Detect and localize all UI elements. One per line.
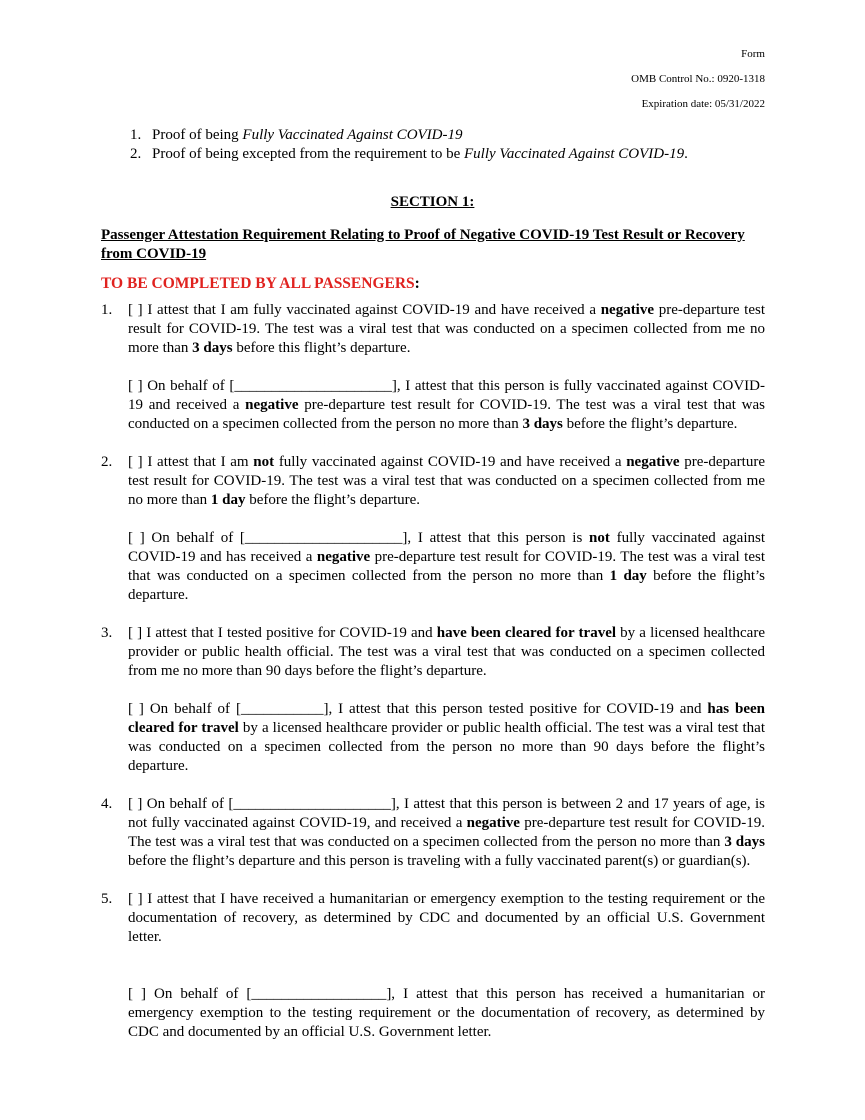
attestation-list	[101, 301, 765, 1061]
proof-option-2: 2. Proof of being excepted from the requirement to be Fully Vaccinated Against COVID-19.	[130, 146, 688, 162]
attestation-on-behalf[interactable]: [ ] On behalf of [_____________________], I attest that this person is between 2 and 17 years of age, is not fully vaccinated against COVID-19, and received a negative pre-departure test result for COVID-19. The test was a viral test that was conducted on a specimen collected from the person no more than 3 days before the flight’s departure and this person is traveling with a fully vaccinated parent(s) or guardian(s).	[128, 796, 765, 869]
section-title: SECTION 1:	[390, 194, 475, 210]
attestation-self[interactable]: [ ] I attest that I have received a humanitarian or emergency exemption to the testing requirement or the documentation of recovery, as determined by CDC and documented by an official U.S. Government letter.	[128, 891, 765, 945]
attestation-on-behalf[interactable]: [ ] On behalf of [_____________________], I attest that this person is fully vaccinated against COVID-19 and received a negative pre-departure test result for COVID-19. The test was a viral test that was conducted on a specimen collected from the person no more than 3 days before the flight’s departure.	[128, 378, 766, 432]
all-passengers-heading: TO BE COMPLETED BY ALL PASSENGERS:	[101, 275, 420, 292]
attestation-self[interactable]: [ ] I attest that I am not fully vaccinated against COVID-19 and have received a negative pre-departure test result for COVID-19. The test was a viral test that was conducted on a specimen collected from me no more than 1 day before the flight’s departure.	[128, 454, 765, 508]
attestation-item-3: 3. [ ] I attest that I tested positive for COVID-19 and have been cleared for travel by a licensed healthcare provider or public health official. The test was a viral test that was conducted on a specimen collected from me no more than 90 days before the flight’s departure. [ ] On behalf of [___________], I attest that this person tested positive for COVID-19 and has been cleared for travel by a licensed healthcare provider or public health official. The test was a viral test that was conducted on a specimen collected from the person no more than 90 days before the flight’s departure.	[101, 625, 766, 774]
form-header	[631, 48, 765, 123]
requirement-title: Passenger Attestation Requirement Relating to Proof of Negative COVID-19 Test Result or Recovery from COVID-19	[101, 227, 745, 262]
proof-option-1: 1. Proof of being Fully Vaccinated Against COVID-19	[130, 127, 463, 143]
attestation-item-1: 1. [ ] I attest that I am fully vaccinated against COVID-19 and have received a negative pre-departure test result for COVID-19. The test was a viral test that was conducted on a specimen collected from me no more than 3 days before this flight’s departure. [ ] On behalf of [_____________________], I attest that this person is fully vaccinated against COVID-19 and received a negative pre-departure test result for COVID-19. The test was a viral test that was conducted on a specimen collected from the person no more than 3 days before the flight’s departure.	[101, 302, 766, 432]
attestation-self[interactable]: [ ] I attest that I am fully vaccinated against COVID-19 and have received a negative pre-departure test result for COVID-19. The test was a viral test that was conducted on a specimen collected from me no more than 3 days before this flight’s departure.	[128, 302, 766, 356]
omb-control-number: OMB Control No.: 0920-1318	[631, 73, 765, 85]
proof-options-list	[130, 126, 770, 164]
attestation-item-5: 5. [ ] I attest that I have received a humanitarian or emergency exemption to the testing requirement or the documentation of recovery, as determined by CDC and documented by an official U.S. Government letter. [ ] On behalf of [__________________], I attest that this person has received a humanitarian or emergency exemption to the testing requirement or the documentation of recovery, as determined by CDC and documented by an official U.S. Government letter.	[101, 891, 765, 1040]
attestation-on-behalf[interactable]: [ ] On behalf of [___________], I attest that this person tested positive for COVID-19 and has been cleared for travel by a licensed healthcare provider or public health official. The test was a viral test that was conducted on a specimen collected from the person no more than 90 days before the flight’s departure.	[128, 701, 766, 774]
expiration-date: Expiration date: 05/31/2022	[641, 98, 765, 110]
attestation-on-behalf[interactable]: [ ] On behalf of [__________________], I attest that this person has received a humanitarian or emergency exemption to the testing requirement or the documentation of recovery, as determined by CDC and documented by an official U.S. Government letter.	[128, 986, 765, 1040]
attestation-self[interactable]: [ ] I attest that I tested positive for COVID-19 and have been cleared for travel by a licensed healthcare provider or public health official. The test was a viral test that was conducted on a specimen collected from me no more than 90 days before the flight’s departure.	[128, 625, 765, 679]
form-label: Form	[741, 48, 765, 60]
attestation-item-2: 2. [ ] I attest that I am not fully vaccinated against COVID-19 and have received a negative pre-departure test result for COVID-19. The test was a viral test that was conducted on a specimen collected from me no more than 1 day before the flight’s departure. [ ] On behalf of [_____________________], I attest that this person is not fully vaccinated against COVID-19 and has received a negative pre-departure test result for COVID-19. The test was a viral test that was conducted on a specimen collected from the person no more than 1 day before the flight’s departure.	[101, 454, 765, 603]
attestation-on-behalf[interactable]: [ ] On behalf of [_____________________], I attest that this person is not fully vaccinated against COVID-19 and has received a negative pre-departure test result for COVID-19. The test was a viral test that was conducted on a specimen collected from the person no more than 1 day before the flight’s departure.	[128, 530, 765, 603]
attestation-item-4: 4. [ ] On behalf of [_____________________], I attest that this person is between 2 and 17 years of age, is not fully vaccinated against COVID-19, and received a negative pre-departure test result for COVID-19. The test was a viral test that was conducted on a specimen collected from the person no more than 3 days before the flight’s departure and this person is traveling with a fully vaccinated parent(s) or guardian(s).	[101, 796, 765, 869]
